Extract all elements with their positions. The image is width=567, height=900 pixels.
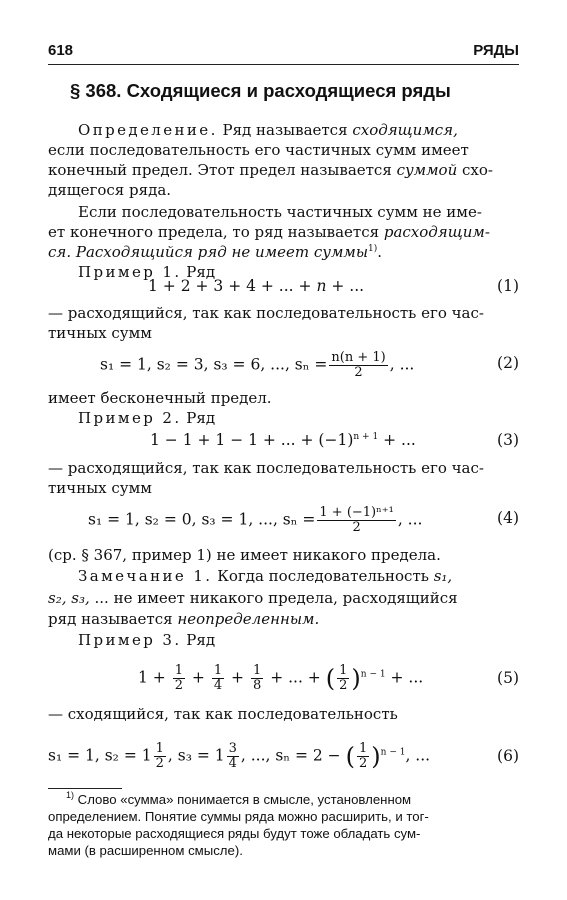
fraction: $\frac{1}{4}$ xyxy=(213,663,223,693)
text-line: Если последовательность частичных сумм не име- xyxy=(78,203,482,221)
example-heading: Пример 1. Ряд xyxy=(78,263,216,281)
text-line: ся. Расходящийся ряд не имеет суммы$^{1)}$. xyxy=(48,243,383,261)
emphasis: суммой xyxy=(396,161,458,179)
fraction: $\frac{1}{2}$ xyxy=(174,663,183,693)
text-line: дящегося ряда. xyxy=(48,181,172,199)
equation-number: (1) xyxy=(497,277,519,295)
text-line: — сходящийся, так как последовательность xyxy=(48,705,398,723)
fraction: $\frac{1}{2}$ xyxy=(359,741,368,771)
fraction: $\frac{\text{1 + (−1)ⁿ⁺¹}}{2}$ xyxy=(319,505,394,535)
formula-2: s₁ = 1, s₂ = 3, s₃ = 6, ..., sₙ = $\frac{n(n + 1)}{2}$ , ... xyxy=(100,350,415,380)
fraction: $\frac{1}{2}$ xyxy=(155,741,164,771)
equation-number: (5) xyxy=(497,669,519,687)
text-line: Определение. Ряд называется сходящимся, xyxy=(78,121,458,139)
emphasis: неопределенным. xyxy=(177,610,320,628)
formula-4: s₁ = 1, s₂ = 0, s₃ = 1, ..., sₙ = $\frac{\text{1 + (−1)ⁿ⁺¹}}{2}$ , ... xyxy=(88,505,423,535)
page-number: 618 xyxy=(48,42,74,59)
formula-1: 1 + 2 + 3 + 4 + ... + n + ... xyxy=(148,277,365,295)
fraction: $\frac{1}{2}$ xyxy=(339,663,348,693)
footnote-line: определением. Понятие суммы ряда можно расширить, и тог- xyxy=(48,809,429,824)
emphasis: сходящимся, xyxy=(352,121,458,139)
fraction: $\frac{3}{4}$ xyxy=(228,741,237,771)
definition-label: Определение. xyxy=(78,121,218,139)
section-title: § 368. Сходящиеся и расходящиеся ряды xyxy=(70,80,451,101)
footnote-divider xyxy=(48,788,122,789)
footnote-mark: 1) xyxy=(66,790,75,800)
equation-number: (4) xyxy=(497,509,519,527)
running-header xyxy=(48,42,519,65)
footnote-ref[interactable]: 1) xyxy=(368,244,378,254)
running-title: РЯДЫ xyxy=(473,42,519,59)
text-line: ряд называется неопределенным. xyxy=(48,610,320,628)
text-line: (ср. § 367, пример 1) не имеет никакого предела. xyxy=(48,546,441,564)
formula-5: 1 + $\frac{1}{2}$ + $\frac{1}{4}$ + $\frac{1}{8}$ + ... + ( $\frac{1}{2}$ )$^{n - 1}$ + ... xyxy=(138,663,424,693)
example-heading: Пример 3. Ряд xyxy=(78,631,216,649)
text-line: — расходящийся, так как последовательность его час- xyxy=(48,304,484,322)
equation-number: (6) xyxy=(497,747,519,765)
text-line: — расходящийся, так как последовательность его час- xyxy=(48,459,484,477)
example-heading: Пример 2. Ряд xyxy=(78,409,216,427)
fraction: $\frac{1}{8}$ xyxy=(252,663,262,693)
fraction: $\frac{n(n + 1)}{2}$ xyxy=(331,350,386,380)
emphasis: ся. Расходящийся ряд не имеет суммы xyxy=(48,243,369,261)
formula-3: 1 − 1 + 1 − 1 + ... + $(-1)^{n + 1}$ + ... xyxy=(150,431,416,449)
text-line: имеет бесконечный предел. xyxy=(48,389,272,407)
text-line: если последовательность его частичных сумм имеет xyxy=(48,141,469,159)
equation-number: (2) xyxy=(497,354,519,372)
remark-label: Замечание 1. xyxy=(78,567,213,585)
formula-6: s₁ = 1, s₂ = 1 $\frac{1}{2}$ , s₃ = 1 $\frac{3}{4}$ , ..., sₙ = 2 − ( $\frac{1}{2}$ )$^{n - 1}$, ... xyxy=(48,741,431,771)
text-line: тичных сумм xyxy=(48,479,152,497)
footnote-line: да некоторые расходящиеся ряды будут тоже обладать сум- xyxy=(48,826,421,841)
footnote-line: мами (в расширенном смысле). xyxy=(48,843,243,858)
text-line: s₂, s₃, ... не имеет никакого предела, расходящийся xyxy=(48,589,458,607)
text-line: конечный предел. Этот предел называется суммой схо- xyxy=(48,161,493,179)
footnote-line: $^{1)}$ Слово «сумма» понимается в смысле, установленном xyxy=(66,790,412,807)
equation-number: (3) xyxy=(497,431,519,449)
text-line: тичных сумм xyxy=(48,324,152,342)
emphasis: расходящим- xyxy=(383,223,490,241)
text-line: Замечание 1. Когда последовательность s₁, xyxy=(78,567,453,585)
text-line: ет конечного предела, то ряд называется расходящим- xyxy=(48,223,490,241)
